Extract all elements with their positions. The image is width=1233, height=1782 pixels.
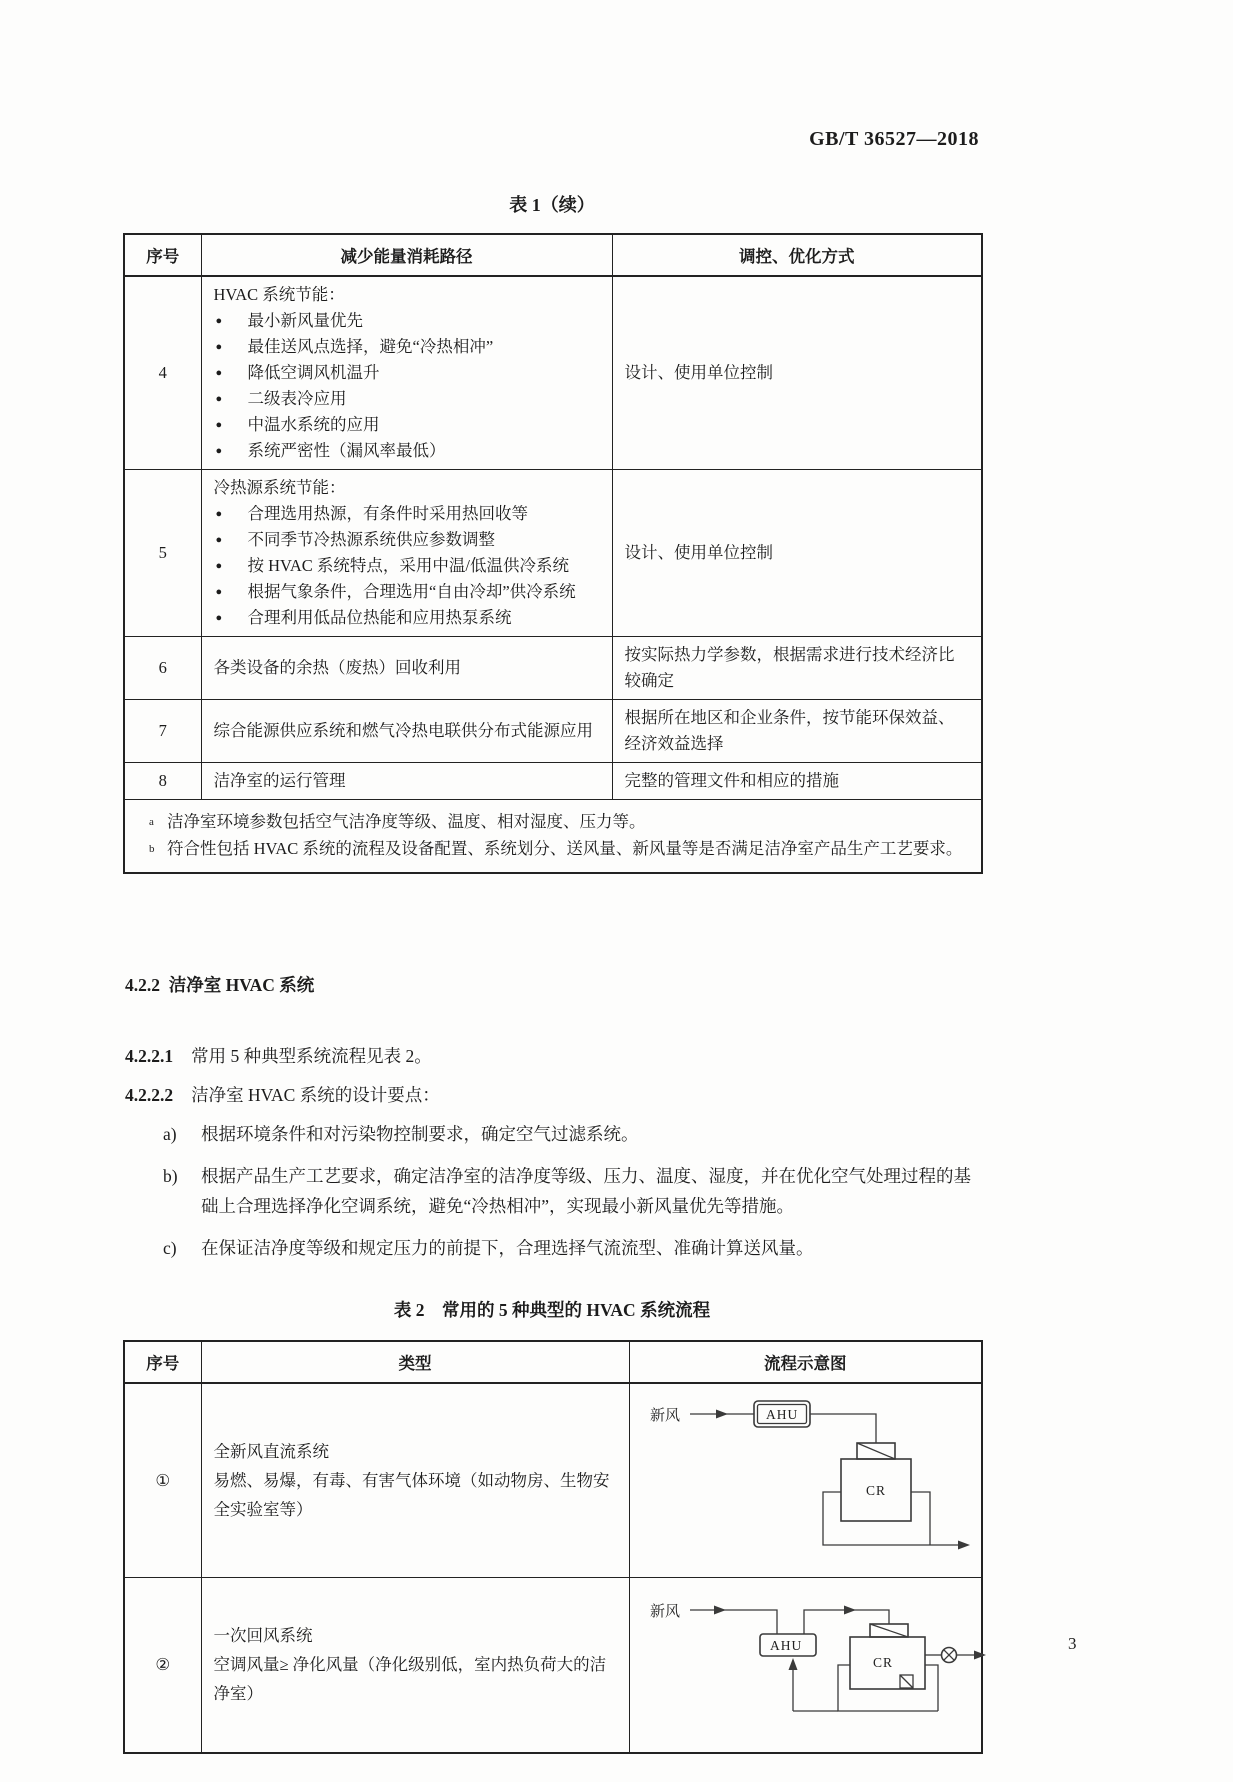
bullet-item: ● 按 HVAC 系统特点，采用中温/低温供冷系统 (214, 553, 600, 579)
full-fresh-air-flow-diagram (642, 1389, 982, 1567)
row-no: ① (124, 1383, 201, 1578)
bullet-item: ● 最小新风量优先 (214, 308, 600, 334)
control-cell: 设计、使用单位控制 (612, 276, 982, 470)
arrow-icon (974, 1651, 986, 1660)
table-row (124, 763, 982, 800)
table2-col-no: 序号 (124, 1341, 201, 1383)
control-cell: 设计、使用单位控制 (612, 470, 982, 637)
path-title: HVAC 系统节能： (213, 285, 345, 304)
section-title: 洁净室 HVAC 系统 (168, 975, 315, 995)
row-no: 5 (124, 470, 201, 637)
table-row (124, 276, 982, 470)
cleanroom-label: CR (865, 1483, 886, 1498)
clause-text: 根据环境条件和对污染物控制要求，确定空气过滤系统。 (201, 1124, 639, 1144)
bullet-item: ● 二级表冷应用 (214, 386, 600, 412)
row-no: 6 (124, 637, 201, 700)
footnote-a (149, 808, 971, 835)
bullet-item: ● 降低空调风机温升 (214, 360, 600, 386)
section-number: 4.2.2.2 (125, 1085, 174, 1105)
table-row (124, 1383, 982, 1578)
path-cell: 洁净室的运行管理 (201, 763, 612, 800)
footnote-text: 符合性包括 HVAC 系统的流程及设备配置、系统划分、送风量、新风量等是否满足洁净室产品生产工艺要求。 (167, 839, 963, 858)
table1-col-no: 序号 (124, 234, 201, 276)
table1-col-path: 减少能量消耗路径 (201, 234, 612, 276)
clause-item-a (123, 1119, 981, 1149)
clause-marker: b) (163, 1166, 178, 1186)
footnote-marker: b (149, 843, 155, 855)
arrow-icon (788, 1658, 797, 1670)
system-type-desc: 易燃、易爆，有毒、有害气体环境（如动物房、生物安全实验室等） (213, 1471, 610, 1519)
standard-number: GB/T 36527—2018 (809, 128, 979, 150)
table1-col-control: 调控、优化方式 (612, 234, 982, 276)
clause-text: 在保证洁净度等级和规定压力的前提下，合理选择气流流型、准确计算送风量。 (201, 1238, 814, 1258)
bullet-item: ● 合理选用热源，有条件时采用热回收等 (214, 501, 600, 527)
bullet-item: ● 系统严密性（漏风率最低） (214, 438, 600, 464)
table-row (124, 1578, 982, 1753)
bullet-list (214, 308, 600, 464)
row-no: 8 (124, 763, 201, 800)
bullet-item: ● 根据气象条件，合理选用“自由冷却”供冷系统 (214, 579, 600, 605)
table-row (124, 700, 982, 763)
control-cell: 根据所在地区和企业条件，按节能环保效益、经济效益选择 (612, 700, 982, 763)
footnote-text: 洁净室环境参数包括空气洁净度等级、温度、相对湿度、压力等。 (167, 812, 646, 831)
control-cell: 按实际热力学参数，根据需求进行技术经济比较确定 (612, 637, 982, 700)
table2-header-row (124, 1341, 982, 1383)
page-content (123, 128, 981, 1754)
clause-item-c (123, 1233, 981, 1263)
bullet-list (214, 501, 600, 631)
path-cell: 综合能源供应系统和燃气冷热电联供分布式能源应用 (201, 700, 612, 763)
footnote-marker: a (149, 816, 154, 828)
arrow-icon (714, 1606, 726, 1615)
section-4-2-2-2 (125, 1082, 981, 1107)
fresh-air-label: 新风 (649, 1408, 680, 1424)
arrow-icon (716, 1410, 728, 1419)
clause-marker: c) (163, 1238, 177, 1258)
bullet-item: ● 不同季节冷热源系统供应参数调整 (214, 527, 600, 553)
footnote-b (149, 835, 971, 862)
system-type-desc: 空调风量≥ 净化风量（净化级别低，室内热负荷大的洁净室） (213, 1655, 607, 1704)
footnote-cell (124, 800, 982, 874)
primary-return-air-flow-diagram (642, 1587, 994, 1737)
ahu-label: AHU (765, 1407, 798, 1422)
page-number: 3 (1068, 1634, 1077, 1653)
ahu-label: AHU (769, 1638, 802, 1654)
table2-col-diagram: 流程示意图 (629, 1341, 982, 1383)
footnote-row (124, 800, 982, 874)
table1 (123, 233, 983, 874)
arrow-icon (844, 1606, 856, 1615)
clause-item-b (123, 1161, 981, 1221)
bullet-item: ● 中温水系统的应用 (214, 412, 600, 438)
table2-title: 表 2 常用的 5 种典型的 HVAC 系统流程 (393, 1300, 711, 1320)
table1-title: 表 1（续） (509, 195, 595, 215)
table2 (123, 1340, 983, 1754)
flow-diagram-cell (629, 1578, 982, 1753)
bullet-item: ● 合理利用低品位热能和应用热泵系统 (214, 605, 600, 631)
cleanroom-label: CR (872, 1655, 893, 1671)
system-type-title: 一次回风系统 (213, 1626, 313, 1646)
path-cell (201, 276, 612, 470)
section-text: 常用 5 种典型系统流程见表 2。 (191, 1046, 432, 1066)
table-row (124, 637, 982, 700)
clause-text: 根据产品生产工艺要求，确定洁净室的洁净度等级、压力、温度、湿度，并在优化空气处理过程的基础上合理选择净化空调系统，避免“冷热相冲”，实现最小新风量优先等措施。 (201, 1166, 971, 1216)
table2-col-type: 类型 (201, 1341, 629, 1383)
table-row (124, 470, 982, 637)
section-text: 洁净室 HVAC 系统的设计要点： (191, 1085, 440, 1105)
path-title: 冷热源系统节能： (213, 478, 346, 497)
flow-diagram-cell (629, 1383, 982, 1578)
section-4-2-2 (125, 972, 981, 997)
fresh-air-label: 新风 (649, 1604, 680, 1621)
system-type-title: 全新风直流系统 (213, 1442, 329, 1461)
section-number: 4.2.2.1 (125, 1046, 174, 1066)
bullet-item: ● 最佳送风点选择，避免“冷热相冲” (214, 334, 600, 360)
clause-marker: a) (163, 1124, 177, 1144)
type-cell (201, 1578, 629, 1753)
section-number: 4.2.2 (125, 975, 160, 995)
arrow-icon (958, 1541, 970, 1550)
row-no: 7 (124, 700, 201, 763)
control-cell: 完整的管理文件和相应的措施 (612, 763, 982, 800)
path-cell: 各类设备的余热（废热）回收利用 (201, 637, 612, 700)
row-no: ② (124, 1578, 201, 1753)
table1-header-row (124, 234, 982, 276)
section-4-2-2-1 (125, 1043, 981, 1068)
type-cell (201, 1383, 629, 1578)
row-no: 4 (124, 276, 201, 470)
path-cell (201, 470, 612, 637)
